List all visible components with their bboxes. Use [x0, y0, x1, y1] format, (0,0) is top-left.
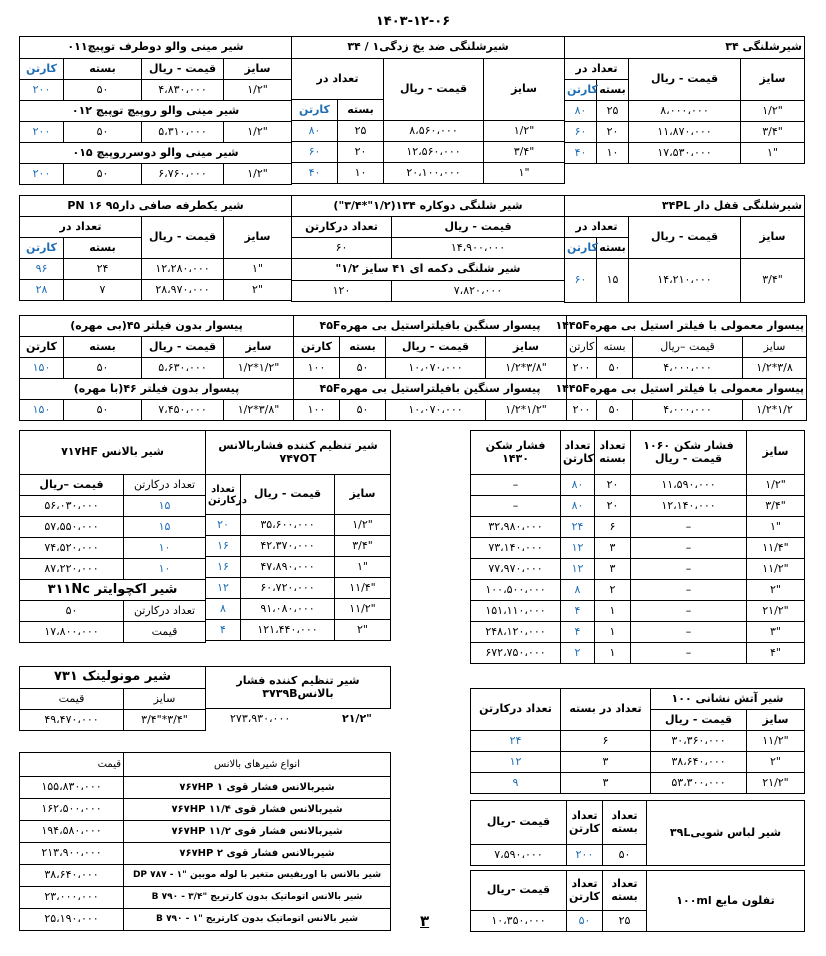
- table-row: ۴ ۱۲۱،۴۴۰،۰۰۰ ۲": [206, 620, 391, 641]
- table-title: شیر تنظیم کننده فشاربالانس ۷۴۷OT: [206, 431, 391, 475]
- table-row: ۴۹،۴۷۰،۰۰۰ ۳/۴"*۳/۴": [20, 710, 206, 731]
- table-row: ۱۰۰ ۵۰ ۱۰،۰۷۰،۰۰۰ ۱/۲*۳/۸": [294, 358, 567, 379]
- table-row: ۲۰۰ ۵۰ ۴،۰۰۰،۰۰۰ ۱/۲*۳/۸: [567, 358, 807, 379]
- table-subtitle: پیسوار بدون فیلتر ۴۶(با مهره): [20, 379, 294, 400]
- table-row: ۱۵۱،۱۱۰،۰۰۰ ۴ ۱ – ۲۱/۲": [471, 601, 805, 622]
- table-row: ۳۸،۶۴۰،۰۰۰ شیر بالانس با اوریفیس متغیر با لوله موبین "۱ - ۷۸۷ DP: [20, 865, 391, 887]
- table-row: ۱۷،۸۰۰،۰۰۰ قیمت: [20, 622, 206, 643]
- table-title: پیسوار معمولی با فیلتر استیل بی مهره۱۴۴۵F: [567, 316, 807, 337]
- table-fire-valve: تعداد درکارتن تعداد در بسته شیر آتش نشانی ۱۰۰ قیمت - ریال سایز ۲۴ ۶ ۳۰،۳۶۰،۰۰۰ ۱۱/۲" ۱۲ ۳ ۳۸،۶۴۰،۰۰۰ ۲" ۹ ۳ ۵۳،۳۰۰،۰۰۰ ۲۱/۲": [470, 688, 805, 794]
- table-row: ۱۵۰ ۵۰ ۷،۴۵۰،۰۰۰ ۱/۲*۳/۸": [20, 400, 294, 421]
- table-subtitle: شیر مینی والو دوسرروپیچ ۰۱۵: [20, 143, 292, 164]
- table-subtitle: پیسوار معمولی با فیلتر استیل بی مهره۱۴۴۵F: [567, 379, 807, 400]
- reducer-1060-title: فشار شکن ۱۰۶۰: [643, 439, 734, 453]
- table-row: ۶۰ ۱۴،۹۰۰،۰۰۰: [292, 238, 565, 259]
- table-row: ۹ ۳ ۵۳،۳۰۰،۰۰۰ ۲۱/۲": [471, 773, 805, 794]
- table-teflon: قیمت -ریال تعداد کارتن تعداد بسته تفلون مایع ۱۰۰ml ۱۰،۳۵۰،۰۰۰ ۵۰ ۲۵: [470, 870, 805, 932]
- regulator-3739-price: ۲۷۳،۹۳۰،۰۰۰: [230, 712, 291, 725]
- table-row: ۲۵،۱۹۰،۰۰۰ شیر بالانس اتوماتیک بدون کارتریج "۱ - ۷۹۰ B: [20, 909, 391, 931]
- table-title: تفلون مایع ۱۰۰ml: [647, 871, 805, 932]
- table-lockable-hose: شیرشلنگی قفل دار ۳۴PL تعداد در قیمت - ریال سایز کارتن بسته ۶۰ ۱۵ ۱۴،۲۱۰،۰۰۰ ۳/۴": [564, 195, 805, 303]
- table-title: شیرشلنگی ۳۴: [565, 37, 805, 59]
- table-row: ۱۲ ۶۰،۷۲۰،۰۰۰ ۱۱/۴": [206, 578, 391, 599]
- table-washing-valve: قیمت -ریال تعداد کارتن تعداد بسته شیر لباس شویی۳۹L ۷،۵۹۰،۰۰۰ ۲۰۰ ۵۰: [470, 800, 805, 866]
- table-row: ۹۶ ۲۴ ۱۲،۲۸۰،۰۰۰ ۱": [20, 259, 292, 280]
- table-row: ۱۵۵،۸۳۰،۰۰۰ شیربالانس فشار قوی ۱ ۷۶۷HP: [20, 777, 391, 799]
- table-title: شیرشلنگی قفل دار ۳۴PL: [565, 196, 805, 217]
- table-balance-list: قیمت انواع شیرهای بالانس ۱۵۵،۸۳۰،۰۰۰ شیربالانس فشار قوی ۱ ۷۶۷HP ۱۶۲،۵۰۰،۰۰۰ شیربالانس فشار قوی ۱۱/۴ ۷۶۷HP ۱۹۴،۵۸۰،۰۰۰ شیربالانس فشار قوی ۱۱/۲ ۷۶۷HP ۲۱۳،۹۰۰،۰۰۰ شیربالانس فشار قوی ۲ ۷۶۷HP ۳۸،۶۴۰،۰۰۰ شیر بالانس با اوریفیس متغیر با لوله موبین "۱ - ۷۸۷ DP ۲۳،۰۰۰،۰۰۰ شیر بالانس اتوماتیک بدون کارتریج "۳/۴ - ۷۹۰ B ۲۵،۱۹۰،۰۰۰ شیر بالانس اتوماتیک بدون کارتریج "۱ - ۷۹۰ B: [19, 752, 391, 931]
- table-row: ۱۰۰ ۵۰ ۱۰،۰۷۰،۰۰۰ ۱/۲*۱/۲": [294, 400, 567, 421]
- table-row: ۸۰ ۲۵ ۸،۰۰۰،۰۰۰ ۱/۲": [565, 101, 805, 122]
- reducer-1430-title: فشار شکن: [485, 439, 546, 453]
- table-title: شیر بالانس ۷۱۷HF: [20, 431, 206, 475]
- table-row: ۸ ۹۱،۰۸۰،۰۰۰ ۱۱/۲": [206, 599, 391, 620]
- table-row: ۵۰ تعداد درکارتن: [20, 601, 206, 622]
- table-row: ۲۰۰ ۵۰ ۴،۸۳۰،۰۰۰ ۱/۲": [20, 80, 292, 101]
- regulator-3739-size: ۲۱/۲": [342, 712, 372, 725]
- table-row: ۷۷،۹۷۰،۰۰۰ ۱۲ ۳ – ۱۱/۲": [471, 559, 805, 580]
- table-row: ۳۲،۹۸۰،۰۰۰ ۲۴ ۶ – ۱": [471, 517, 805, 538]
- table-row: ۷۴،۵۲۰،۰۰۰ ۱۰: [20, 538, 206, 559]
- table-pressure-reducer: فشار شکن ۱۴۳۰ تعداد کارتن تعداد بسته فشار شکن ۱۰۶۰ قیمت - ریال سایز – ۸۰ ۲۰ ۱۱،۵۹۰،۰۰۰ ۱/۲" – ۸۰ ۲۰ ۱۲،۱۴۰،۰۰۰ ۳/۴" ۳۲،۹۸۰،۰۰۰ ۲۴ ۶ – ۱" ۷۳،۱۴۰،۰۰۰ ۱۲ ۳ – ۱۱/۴" ۷۷،۹۷۰،۰۰۰ ۱۲ ۳ – ۱۱/۲" ۱۰۰،۵۰۰،۰۰۰ ۸ ۲ – ۲" ۱۵۱،۱۱۰،۰۰۰ ۴ ۱ – ۲۱/۲" ۲۴۸،۱۲۰،۰۰۰ ۴ ۱ – ۳" ۶۷۲،۷۵۰،۰۰۰ ۲ ۱ – ۴": [470, 430, 805, 664]
- table-row: ۱۶ ۴۲،۳۷۰،۰۰۰ ۳/۴": [206, 536, 391, 557]
- table-row: ۲۰ ۳۵،۶۰۰،۰۰۰ ۱/۲": [206, 515, 391, 536]
- table-row: ۴۰ ۱۰ ۲۰،۱۰۰،۰۰۰ ۱": [292, 163, 565, 184]
- table-antifreeze-hose: شیرشلنگی ضد یخ زدگی۱ / ۳۴ تعداد در قیمت - ریال سایز کارتن بسته ۸۰ ۲۵ ۸،۵۶۰،۰۰۰ ۱/۲" ۶۰ ۲۰ ۱۲،۵۶۰،۰۰۰ ۳/۴" ۴۰ ۱۰ ۲۰،۱۰۰،۰۰۰ ۱": [291, 36, 565, 184]
- table-row: ۸۷،۲۲۰،۰۰۰ ۱۰: [20, 559, 206, 580]
- table-row: ۲۸ ۷ ۲۸،۹۷۰،۰۰۰ ۲": [20, 280, 292, 301]
- table-dual-hose: شیر شلنگی دوکاره ۱۳۴(۱/۲"*۳/۴") تعداد درکارتن قیمت - ریال ۶۰ ۱۴،۹۰۰،۰۰۰ شیر شلنگی دکمه ای ۴۱ سایز ۱/۲" ۱۲۰ ۷،۸۲۰،۰۰۰: [291, 195, 565, 302]
- table-row: ۱۶۲،۵۰۰،۰۰۰ شیربالانس فشار قوی ۱۱/۴ ۷۶۷HP: [20, 799, 391, 821]
- table-hose-valve-34: شیرشلنگی ۳۴ تعداد در قیمت - ریال سایز کارتن بسته ۸۰ ۲۵ ۸،۰۰۰،۰۰۰ ۱/۲" ۶۰ ۲۰ ۱۱،۸۷۰،۰۰۰ ۳/۴" ۴۰ ۱۰ ۱۷،۵۳۰،۰۰۰ ۱": [564, 36, 805, 164]
- table-row: ۲۴ ۶ ۳۰،۳۶۰،۰۰۰ ۱۱/۲": [471, 731, 805, 752]
- table-row: ۷۳،۱۴۰،۰۰۰ ۱۲ ۳ – ۱۱/۴": [471, 538, 805, 559]
- table-title: شیر تنظیم کننده فشار بالانس۳۷۳۹B: [206, 667, 391, 709]
- table-row: ۱۲۰ ۷،۸۲۰،۰۰۰: [292, 281, 565, 302]
- count-header: تعداد در: [565, 59, 629, 80]
- table-title: شیر شلنگی دوکاره ۱۳۴(۱/۲"*۳/۴"): [292, 196, 565, 217]
- table-row: ۱۶ ۴۷،۸۹۰،۰۰۰ ۱": [206, 557, 391, 578]
- table-title: شیر آتش نشانی ۱۰۰: [651, 689, 805, 710]
- table-title: پیسوار سنگین بافیلتراستیل بی مهره۴۵F: [294, 316, 567, 337]
- table-row: ۶۰ ۲۰ ۱۲،۵۶۰،۰۰۰ ۳/۴": [292, 142, 565, 163]
- table-row: ۲۱۳،۹۰۰،۰۰۰ شیربالانس فشار قوی ۲ ۷۶۷HP: [20, 843, 391, 865]
- table-title: انواع شیرهای بالانس: [124, 753, 391, 777]
- date-header: ۱۴۰۳-۱۲-۰۶: [375, 14, 451, 29]
- table-subtitle: شیر اکچوایتر ۳۱۱Nc: [20, 580, 206, 601]
- table-row: ۱۰،۳۵۰،۰۰۰ ۵۰ ۲۵: [471, 911, 805, 932]
- table-pisvar-nofilter: پیسوار بدون فیلتر ۴۵(بی مهره) کارتن بسته قیمت - ریال سایز ۱۵۰ ۵۰ ۵،۶۳۰،۰۰۰ ۱/۲*۱/۲" پیسوار بدون فیلتر ۴۶(با مهره) ۱۵۰ ۵۰ ۷،۴۵۰،۰۰۰ ۱/۲*۳/۸": [19, 315, 294, 421]
- table-title: شیر یکطرفه صافی دار۹۵ ۱۶ PN: [20, 196, 292, 217]
- table-row: ۵۷،۵۵۰،۰۰۰ ۱۵: [20, 517, 206, 538]
- table-row: ۱۲ ۳ ۳۸،۶۴۰،۰۰۰ ۲": [471, 752, 805, 773]
- table-title: پیسوار بدون فیلتر ۴۵(بی مهره): [20, 316, 294, 337]
- page-number: ۳: [420, 912, 430, 930]
- table-regulator-3739: [205, 666, 391, 709]
- table-row: ۶۰ ۲۰ ۱۱،۸۷۰،۰۰۰ ۳/۴": [565, 122, 805, 143]
- table-row: ۷،۵۹۰،۰۰۰ ۲۰۰ ۵۰: [471, 845, 805, 866]
- table-subtitle: شیر شلنگی دکمه ای ۴۱ سایز ۱/۲": [292, 259, 565, 281]
- table-row: ۶۷۲،۷۵۰،۰۰۰ ۲ ۱ – ۴": [471, 643, 805, 664]
- table-balance-717: شیر بالانس ۷۱۷HF قیمت –ریال تعداد درکارتن ۵۶،۰۳۰،۰۰۰ ۱۵ ۵۷،۵۵۰،۰۰۰ ۱۵ ۷۴،۵۲۰،۰۰۰ ۱۰ ۸۷،۲۲۰،۰۰۰ ۱۰ شیر اکچوایتر ۳۱۱Nc ۵۰ تعداد درکارتن ۱۷،۸۰۰،۰۰۰ قیمت: [19, 430, 206, 643]
- table-row: – ۸۰ ۲۰ ۱۲،۱۴۰،۰۰۰ ۳/۴": [471, 496, 805, 517]
- table-row: ۶۰ ۱۵ ۱۴،۲۱۰،۰۰۰ ۳/۴": [565, 259, 805, 303]
- table-row: ۱۹۴،۵۸۰،۰۰۰ شیربالانس فشار قوی ۱۱/۲ ۷۶۷HP: [20, 821, 391, 843]
- table-row: ۲۰۰ ۵۰ ۵،۳۱۰،۰۰۰ ۱/۲": [20, 122, 292, 143]
- table-row: ۱۰۰،۵۰۰،۰۰۰ ۸ ۲ – ۲": [471, 580, 805, 601]
- table-row: ۲۰۰ ۵۰ ۶،۷۶۰،۰۰۰ ۱/۲": [20, 164, 292, 185]
- table-title: شیر مونولینک ۷۳۱: [20, 667, 206, 689]
- table-title: شیر مینی والو دوطرف توپیچ۰۱۱: [20, 37, 292, 59]
- table-title: شیر لباس شویی۳۹L: [647, 801, 805, 866]
- table-row: ۵۶،۰۳۰،۰۰۰ ۱۵: [20, 496, 206, 517]
- table-monolink: شیر مونولینک ۷۳۱ قیمت سایز ۴۹،۴۷۰،۰۰۰ ۳/۴"*۳/۴": [19, 666, 206, 731]
- table-pisvar-normal: پیسوار معمولی با فیلتر استیل بی مهره۱۴۴۵F کارتن بسته قیمت –ریال سایز ۲۰۰ ۵۰ ۴،۰۰۰،۰۰۰ ۱/۲*۳/۸ پیسوار معمولی با فیلتر استیل بی مهره۱۴۴۵F ۲۰۰ ۵۰ ۴،۰۰۰،۰۰۰ ۱/۲*۱/۲: [566, 315, 807, 421]
- table-row: ۴۰ ۱۰ ۱۷،۵۳۰،۰۰۰ ۱": [565, 143, 805, 164]
- table-subtitle: شیر مینی والو روپیچ توپیچ ۰۱۲: [20, 101, 292, 122]
- table-check-valve: شیر یکطرفه صافی دار۹۵ ۱۶ PN تعداد در قیمت - ریال سایز کارتن بسته ۹۶ ۲۴ ۱۲،۲۸۰،۰۰۰ ۱" ۲۸ ۷ ۲۸،۹۷۰،۰۰۰ ۲": [19, 195, 292, 301]
- table-pisvar-heavy: پیسوار سنگین بافیلتراستیل بی مهره۴۵F کارتن بسته قیمت - ریال سایز ۱۰۰ ۵۰ ۱۰،۰۷۰،۰۰۰ ۱/۲*۳/۸" پیسوار سنگین بافیلتراستیل بی مهره۴۵F ۱۰۰ ۵۰ ۱۰،۰۷۰،۰۰۰ ۱/۲*۱/۲": [293, 315, 567, 421]
- table-title: شیرشلنگی ضد یخ زدگی۱ / ۳۴: [292, 37, 565, 59]
- table-mini-valve: شیر مینی والو دوطرف توپیچ۰۱۱ کارتن بسته قیمت - ریال سایز ۲۰۰ ۵۰ ۴،۸۳۰،۰۰۰ ۱/۲" شیر مینی والو روپیچ توپیچ ۰۱۲ ۲۰۰ ۵۰ ۵،۳۱۰،۰۰۰ ۱/۲" شیر مینی والو دوسرروپیچ ۰۱۵ ۲۰۰ ۵۰ ۶،۷۶۰،۰۰۰ ۱/۲": [19, 36, 292, 185]
- table-row: ۸۰ ۲۵ ۸،۵۶۰،۰۰۰ ۱/۲": [292, 121, 565, 142]
- table-row: ۱۵۰ ۵۰ ۵،۶۳۰،۰۰۰ ۱/۲*۱/۲": [20, 358, 294, 379]
- table-row: – ۸۰ ۲۰ ۱۱،۵۹۰،۰۰۰ ۱/۲": [471, 475, 805, 496]
- table-subtitle: پیسوار سنگین بافیلتراستیل بی مهره۴۵F: [294, 379, 567, 400]
- table-regulator-747: شیر تنظیم کننده فشاربالانس ۷۴۷OT تعداد درکارتن قیمت - ریال سایز ۲۰ ۳۵،۶۰۰،۰۰۰ ۱/۲" ۱۶ ۴۲،۳۷۰،۰۰۰ ۳/۴" ۱۶ ۴۷،۸۹۰،۰۰۰ ۱" ۱۲ ۶۰،۷۲۰،۰۰۰ ۱۱/۴" ۸ ۹۱،۰۸۰،۰۰۰ ۱۱/۲" ۴ ۱۲۱،۴۴۰،۰۰۰ ۲": [205, 430, 391, 641]
- table-row: ۲۳،۰۰۰،۰۰۰ شیر بالانس اتوماتیک بدون کارتریج "۳/۴ - ۷۹۰ B: [20, 887, 391, 909]
- table-row: ۲۰۰ ۵۰ ۴،۰۰۰،۰۰۰ ۱/۲*۱/۲: [567, 400, 807, 421]
- table-row: ۲۴۸،۱۲۰،۰۰۰ ۴ ۱ – ۳": [471, 622, 805, 643]
